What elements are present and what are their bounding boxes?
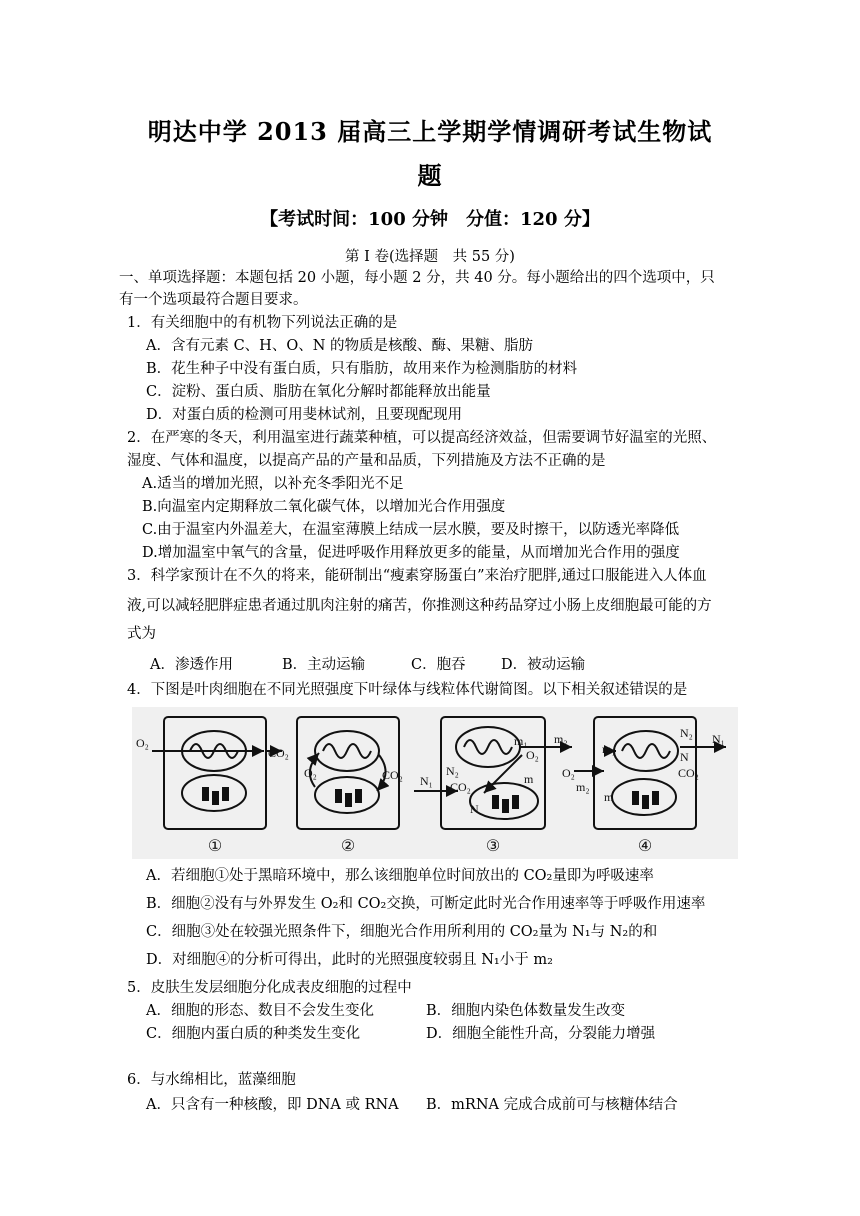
question-1-option-b: B．花生种子中没有蛋白质，只有脂肪，故用来作为检测脂肪的材料 <box>146 361 578 377</box>
question-4-stem: 4．下图是叶肉细胞在不同光照强度下叶绿体与线粒体代谢简图。以下相关叙述错误的是 <box>127 682 688 698</box>
question-1-stem: 1．有关细胞中的有机物下列说法正确的是 <box>127 315 398 331</box>
o2-label: O₂ <box>304 766 317 780</box>
n-label: N <box>680 750 689 764</box>
co2-label: CO₂ <box>678 766 699 780</box>
question-1-option-c: C．淀粉、蛋白质、脂肪在氧化分解时都能释放出能量 <box>146 384 491 400</box>
question-6-stem: 6．与水绵相比，蓝藻细胞 <box>127 1072 296 1088</box>
question-3-option-d: D．被动运输 <box>501 657 586 673</box>
question-5-stem: 5．皮肤生发层细胞分化成表皮细胞的过程中 <box>127 980 412 996</box>
instructions-line: 一、单项选择题：本题包括 20 小题，每小题 2 分，共 40 分。每小题给出的四个选项中，只 <box>119 270 715 286</box>
m-label: m <box>524 772 534 786</box>
question-6-option-b: B．mRNA 完成合成前可与核糖体结合 <box>426 1097 678 1113</box>
co2-label: CO₂ <box>450 780 471 794</box>
question-3-option-c: C．胞吞 <box>411 657 466 673</box>
cell-1-number: ① <box>207 836 223 855</box>
question-4-option-b: B．细胞②没有与外界发生 O₂和 CO₂交换，可断定此时光合作用速率等于呼吸作用速率 <box>146 896 706 912</box>
co2-label: CO₂ <box>382 768 403 782</box>
question-5-option-a: A．细胞的形态、数目不会发生变化 <box>146 1003 374 1019</box>
question-5-option-c: C．细胞内蛋白质的种类发生变化 <box>146 1026 361 1042</box>
n2-label: N₂ <box>680 726 693 740</box>
question-4-option-d: D．对细胞④的分析可得出，此时的光照强度较弱且 N₁小于 m₂ <box>146 952 553 968</box>
o2-label: O₂ <box>136 736 149 750</box>
page-title-line1: 明达中学 2013 届高三上学期学情调研考试生物试 <box>147 117 713 146</box>
question-5-option-b: B．细胞内染色体数量发生改变 <box>426 1003 626 1019</box>
n1-label: N₁ <box>712 732 725 746</box>
o2-label: O₂ <box>526 748 539 762</box>
cell-metabolism-diagram <box>132 707 738 859</box>
m2-label: m₂ <box>576 780 590 794</box>
question-5-option-d: D．细胞全能性升高，分裂能力增强 <box>426 1026 656 1042</box>
n2-label: N₂ <box>446 764 459 778</box>
question-2-option-c: C.由于温室内外温差大，在温室薄膜上结成一层水膜，要及时擦干，以防透光率降低 <box>142 522 680 538</box>
m-label: m <box>604 790 614 804</box>
question-3-option-a: A．渗透作用 <box>150 657 233 673</box>
cell-1-box <box>164 717 266 829</box>
question-2-option-a: A.适当的增加光照，以补充冬季阳光不足 <box>142 476 404 492</box>
o2-label: O₂ <box>562 766 575 780</box>
n-label: N <box>470 802 479 816</box>
n1-label: N₁ <box>420 774 433 788</box>
m2-label: m₂ <box>554 732 568 746</box>
cell-2-number: ② <box>340 836 356 855</box>
question-4-option-c: C．细胞③处在较强光照条件下，细胞光合作用所利用的 CO₂量为 N₁与 N₂的和 <box>146 924 658 940</box>
question-4-option-a: A．若细胞①处于黑暗环境中，那么该细胞单位时间放出的 CO₂量即为呼吸速率 <box>146 868 654 884</box>
question-6-option-a: A．只含有一种核酸，即 DNA 或 RNA <box>146 1097 399 1113</box>
co2-label: CO₂ <box>268 746 289 760</box>
question-2-option-d: D.增加温室中氧气的含量，促进呼吸作用释放更多的能量，从而增加光合作用的强度 <box>142 545 680 561</box>
question-1-option-a: A．含有元素 C、H、O、N 的物质是核酸、酶、果糖、脂肪 <box>146 338 534 354</box>
question-3-stem: 3．科学家预计在不久的将来，能研制出“瘦素穿肠蛋白”来治疗肥胖,通过口服能进入人体血 <box>127 568 707 584</box>
question-3-stem: 液,可以减轻肥胖症患者通过肌肉注射的痛苦，你推测这种药品穿过小肠上皮细胞最可能的方 <box>127 598 712 614</box>
question-3-option-b: B．主动运输 <box>282 657 366 673</box>
cell-3-number: ③ <box>485 836 501 855</box>
instructions-line: 有一个选项最符合题目要求。 <box>119 292 308 308</box>
m1-label: m₁ <box>514 734 528 748</box>
exam-info: 【考试时间：100 分钟 分值：120 分】 <box>260 209 600 230</box>
question-2-stem: 2．在严寒的冬天，利用温室进行蔬菜种植，可以提高经济效益，但需要调节好温室的光照、 <box>127 430 717 446</box>
section-title: 第 I 卷(选择题 共 55 分) <box>345 249 515 265</box>
question-2-stem: 湿度、气体和温度，以提高产品的产量和品质，下列措施及方法不正确的是 <box>127 453 606 469</box>
cell-4-number: ④ <box>637 836 653 855</box>
question-2-option-b: B.向温室内定期释放二氧化碳气体，以增加光合作用强度 <box>142 499 506 515</box>
question-3-stem: 式为 <box>127 626 156 642</box>
page-title-line2: 题 <box>417 161 443 190</box>
question-1-option-d: D．对蛋白质的检测可用斐林试剂，且要现配现用 <box>146 407 463 423</box>
m1-label: m₁ <box>602 742 616 756</box>
